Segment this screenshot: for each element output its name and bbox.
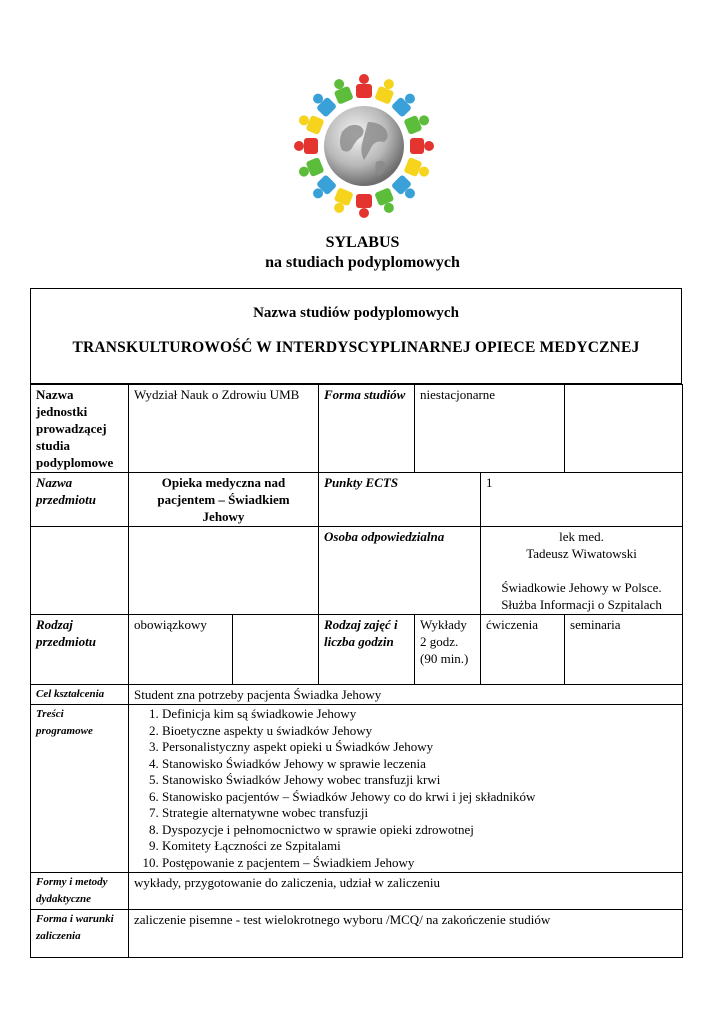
content-label: Treści programowe [31,705,129,873]
assessment-value: zaliczenie pisemne - test wielokrotnego wyboru /MCQ/ na zakończenie studiów [129,910,683,958]
globe-puzzle-logo-icon [294,74,434,224]
content-list [134,706,677,871]
person-title: lek med. [559,529,604,544]
list-item: 5. Stanowisko Świadków Jehowy wobec transfuzji krwi [162,772,677,789]
ects-label: Punkty ECTS [319,473,481,527]
assessment-label: Forma i warunki zaliczenia [31,910,129,958]
classes-label: Rodzaj zajęć i liczba godzin [319,615,415,685]
list-item: 4. Stanowisko Świadków Jehowy w sprawie leczenia [162,756,677,773]
empty-cell [129,527,319,615]
type-value: obowiązkowy [129,615,233,685]
table-row [31,910,683,958]
content-value [129,705,683,873]
seminars-value: seminaria [565,615,683,685]
table-row [31,615,683,685]
person-value [481,527,683,615]
course-name: TRANSKULTUROWOŚĆ W INTERDYSCYPLINARNEJ OPIECE MEDYCZNEJ [72,339,640,356]
type-label: Rodzaj przedmiotu [31,615,129,685]
list-item: 8. Dyspozycje i pełnomocnictwo w sprawie opieki zdrowotnej [162,822,677,839]
goal-label: Cel kształcenia [31,685,129,705]
subject-value: Opieka medyczna nad pacjentem – Świadkiem Jehowy [129,473,319,527]
empty-cell [565,385,683,473]
unit-value: Wydział Nauk o Zdrowiu UMB [129,385,319,473]
list-item: 7. Strategie alternatywne wobec transfuzji [162,805,677,822]
empty-cell [31,527,129,615]
methods-label: Formy i metody dydaktyczne [31,873,129,910]
unit-label: Nazwa jednostki prowadzącej studia podyplomowe [31,385,129,473]
document-title: SYLABUS [325,234,400,251]
person-service: Służba Informacji o Szpitalach [501,597,662,612]
goal-value: Student zna potrzeby pacjenta Świadka Jehowy [129,685,683,705]
course-name-label: Nazwa studiów podyplomowych [253,305,459,321]
ects-value: 1 [481,473,683,527]
exercises-value: ćwiczenia [481,615,565,685]
table-row [31,685,683,705]
person-org: Świadkowie Jehowy w Polsce. [501,580,662,595]
table-row [31,385,683,473]
list-item: 2. Bioetyczne aspekty u świadków Jehowy [162,723,677,740]
subject-label: Nazwa przedmiotu [31,473,129,527]
table-row [31,473,683,527]
table-row [31,873,683,910]
syllabus-table [30,384,683,958]
table-row [31,705,683,873]
form-label: Forma studiów [319,385,415,473]
document-subtitle: na studiach podyplomowych [265,254,460,271]
list-item: 1. Definicja kim są świadkowie Jehowy [162,706,677,723]
table-row [31,527,683,615]
list-item: 10. Postępowanie z pacjentem – Świadkiem Jehowy [162,855,677,872]
lectures-value: Wykłady 2 godz. (90 min.) [415,615,481,685]
methods-value: wykłady, przygotowanie do zaliczenia, udział w zaliczeniu [129,873,683,910]
empty-cell [233,615,319,685]
list-item: 6. Stanowisko pacjentów – Świadków Jehowy co do krwi i jej składników [162,789,677,806]
list-item: 9. Komitety Łączności ze Szpitalami [162,838,677,855]
course-name-box [30,288,682,384]
form-value: niestacjonarne [415,385,565,473]
list-item: 3. Personalistyczny aspekt opieki u Świadków Jehowy [162,739,677,756]
person-label: Osoba odpowiedzialna [319,527,481,615]
person-name: Tadeusz Wiwatowski [526,546,637,561]
